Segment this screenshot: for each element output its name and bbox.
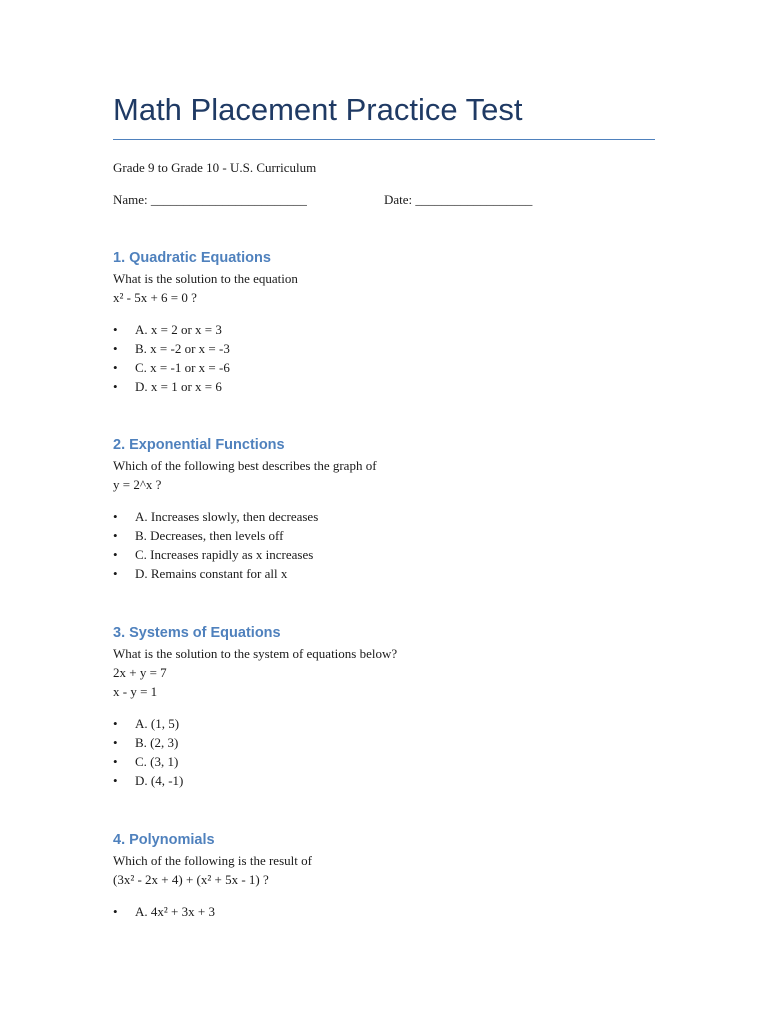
bullet-icon: • — [113, 716, 118, 731]
question-equation: y = 2^x ? — [113, 477, 162, 492]
subtitle: Grade 9 to Grade 10 - U.S. Curriculum — [113, 160, 317, 175]
bullet-icon: • — [113, 528, 118, 543]
option-label: B. x = -2 or x = -3 — [135, 341, 230, 356]
question-equation: (3x² - 2x + 4) + (x² + 5x - 1) ? — [113, 872, 269, 887]
question-section-3 — [113, 622, 673, 790]
bullet-icon: • — [113, 904, 118, 919]
answer-option — [113, 771, 673, 790]
answer-options — [113, 902, 673, 921]
name-field: Name: ________________________ — [113, 192, 307, 207]
answer-option — [113, 902, 673, 921]
bullet-icon: • — [113, 754, 118, 769]
bullet-icon: • — [113, 341, 118, 356]
bullet-icon: • — [113, 509, 118, 524]
bullet-icon: • — [113, 379, 118, 394]
answer-option — [113, 358, 673, 377]
option-label: C. Increases rapidly as x increases — [135, 547, 314, 562]
option-label: B. (2, 3) — [135, 735, 179, 750]
question-equation: x - y = 1 — [113, 684, 158, 699]
question-section-2 — [113, 434, 673, 583]
answer-option — [113, 339, 673, 358]
question-equation: x² - 5x + 6 = 0 ? — [113, 290, 197, 305]
question-text: Which of the following is the result of — [113, 853, 312, 868]
answer-option — [113, 752, 673, 771]
option-label: D. x = 1 or x = 6 — [135, 379, 222, 394]
question-text: Which of the following best describes the graph of — [113, 458, 377, 473]
answer-option — [113, 714, 673, 733]
bullet-icon: • — [113, 547, 118, 562]
answer-option — [113, 564, 673, 583]
answer-option — [113, 320, 673, 339]
answer-options — [113, 507, 673, 583]
date-field: Date: __________________ — [384, 192, 533, 207]
title-divider — [113, 139, 655, 140]
answer-option — [113, 545, 673, 564]
option-label: D. (4, -1) — [135, 773, 184, 788]
answer-option — [113, 526, 673, 545]
option-label: A. x = 2 or x = 3 — [135, 322, 222, 337]
option-label: A. 4x² + 3x + 3 — [135, 904, 215, 919]
question-text: What is the solution to the equation — [113, 271, 298, 286]
option-label: C. x = -1 or x = -6 — [135, 360, 230, 375]
question-equation: 2x + y = 7 — [113, 665, 167, 680]
bullet-icon: • — [113, 566, 118, 581]
option-label: D. Remains constant for all x — [135, 566, 288, 581]
option-label: C. (3, 1) — [135, 754, 179, 769]
option-label: B. Decreases, then levels off — [135, 528, 284, 543]
section-heading: 2. Exponential Functions — [113, 437, 285, 453]
answer-option — [113, 507, 673, 526]
page-title: Math Placement Practice Test — [113, 92, 523, 127]
answer-options — [113, 714, 673, 790]
section-heading: 1. Quadratic Equations — [113, 250, 271, 266]
bullet-icon: • — [113, 735, 118, 750]
option-label: A. (1, 5) — [135, 716, 180, 731]
question-section-1 — [113, 247, 673, 396]
option-label: A. Increases slowly, then decreases — [135, 509, 319, 524]
bullet-icon: • — [113, 322, 118, 337]
question-section-4 — [113, 829, 673, 921]
answer-options — [113, 320, 673, 396]
section-heading: 4. Polynomials — [113, 832, 215, 848]
bullet-icon: • — [113, 360, 118, 375]
bullet-icon: • — [113, 773, 118, 788]
answer-option — [113, 377, 673, 396]
section-heading: 3. Systems of Equations — [113, 625, 281, 641]
answer-option — [113, 733, 673, 752]
question-text: What is the solution to the system of equations below? — [113, 646, 398, 661]
